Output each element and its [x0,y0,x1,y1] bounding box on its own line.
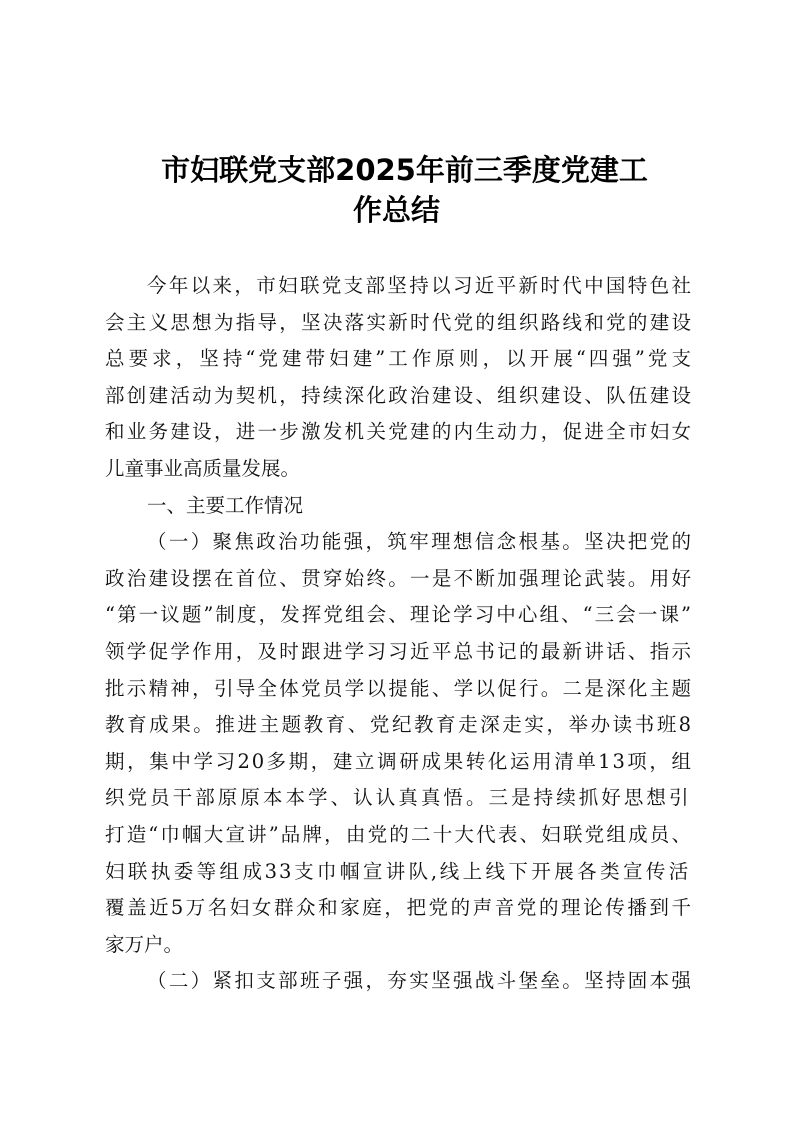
line-text: 织 党 员 干 部 原 原 本 本 学 、 认 认 真 真 悟 。 三 是 持 续 抓 好 思 想 引 [105,786,690,810]
paragraph-line [105,744,691,781]
paragraph-line [105,963,691,1000]
line-text: 今 年 以 来 ， 市 妇 联 党 支 部 坚 持 以 习 近 平 新 时 代 中 国 特 色 社 [147,274,691,297]
line-text: 教 育 成 果 。 推 进 主 题 教 育 、 党 纪 教 育 走 深 走 实 ， 举 办 读 书 班 8 [105,713,691,737]
line-text: “ 第 一 议 题 ” 制 度 ， 发 挥 党 组 会 、 理 论 学 习 中 心 组 、 “ 三 会 一 课 ” [105,603,691,627]
paragraph-line [105,524,691,561]
paragraph-line [105,597,691,634]
paragraph-line [105,780,691,817]
line-text: （ 一 ） 聚 焦 政 治 功 能 强 ， 筑 牢 理 想 信 念 根 基 。 坚 决 把 党 的 [147,530,691,554]
document-title-line-2: 作总结 [352,193,440,227]
paragraph-line [105,451,691,488]
line-text: 妇 联 执 委 等 组 成 3 3 支 巾 帼 宣 讲 队 , 线 上 线 下 开 展 各 类 宣 传 活 [105,859,690,883]
paragraph-line [105,341,691,378]
document-body [105,268,691,1000]
line-text: 儿童事业高质量发展。 [105,456,301,480]
paragraph-line [105,414,691,451]
line-text: （ 二 ） 紧 扣 支 部 班 子 强 ， 夯 实 坚 强 战 斗 堡 垒 。 坚 持 固 本 强 [147,969,691,993]
paragraph-line [105,707,691,744]
paragraph-line [105,268,691,305]
line-text: 政 治 建 设 摆 在 首 位 、 贯 穿 始 终 。 一 是 不 断 加 强 理 论 武 装 。 用 好 [105,566,691,590]
line-text: 家万户。 [105,932,184,956]
paragraph-line [105,817,691,854]
paragraph-line [105,890,691,927]
paragraph-line [105,927,691,964]
line-text: 和 业 务 建 设 ， 进 一 步 激 发 机 关 党 建 的 内 生 动 力 ， 促 进 全 市 妇 女 [105,420,691,444]
paragraph-line [105,634,691,671]
line-text: 期 ， 集 中 学 习 2 0 多 期 ， 建 立 调 研 成 果 转 化 运 用 清 单 1 3 项 ， 组 [105,749,691,773]
line-text: 领 学 促 学 作 用 ， 及 时 跟 进 学 习 习 近 平 总 书 记 的 最 新 讲 话 、 指 示 [105,639,691,663]
line-text: 部 创 建 活 动 为 契 机 ， 持 续 深 化 政 治 建 设 、 组 织 建 设 、 队 伍 建 设 [105,383,691,407]
paragraph-line [105,854,691,891]
paragraph-line [105,305,691,342]
paragraph-line [105,561,691,598]
document-title-line-1: 市妇联党支部2025年前三季度党建工 [161,153,648,187]
section-heading-text: 一、主要工作情况 [147,493,304,517]
line-text: 总 要 求 ， 坚 持 “ 党 建 带 妇 建 ” 工 作 原 则 ， 以 开 展 “ 四 强 ” 党 支 [105,347,691,371]
line-text: 覆 盖 近 5 万 名 妇 女 群 众 和 家 庭 ， 把 党 的 声 音 党 的 理 论 传 播 到 千 [105,896,691,920]
section-heading [105,488,691,525]
line-text: 会 主 义 思 想 为 指 导 ， 坚 决 落 实 新 时 代 党 的 组 织 路 线 和 党 的 建 设 [105,310,691,334]
paragraph-line [105,671,691,708]
paragraph-line [105,378,691,415]
line-text: 批 示 精 神 ， 引 导 全 体 党 员 学 以 提 能 、 学 以 促 行 。 二 是 深 化 主 题 [105,676,691,700]
line-text: 打 造 “ 巾 帼 大 宣 讲 ” 品 牌 ， 由 党 的 二 十 大 代 表 、 妇 联 党 组 成 员 、 [105,822,691,846]
